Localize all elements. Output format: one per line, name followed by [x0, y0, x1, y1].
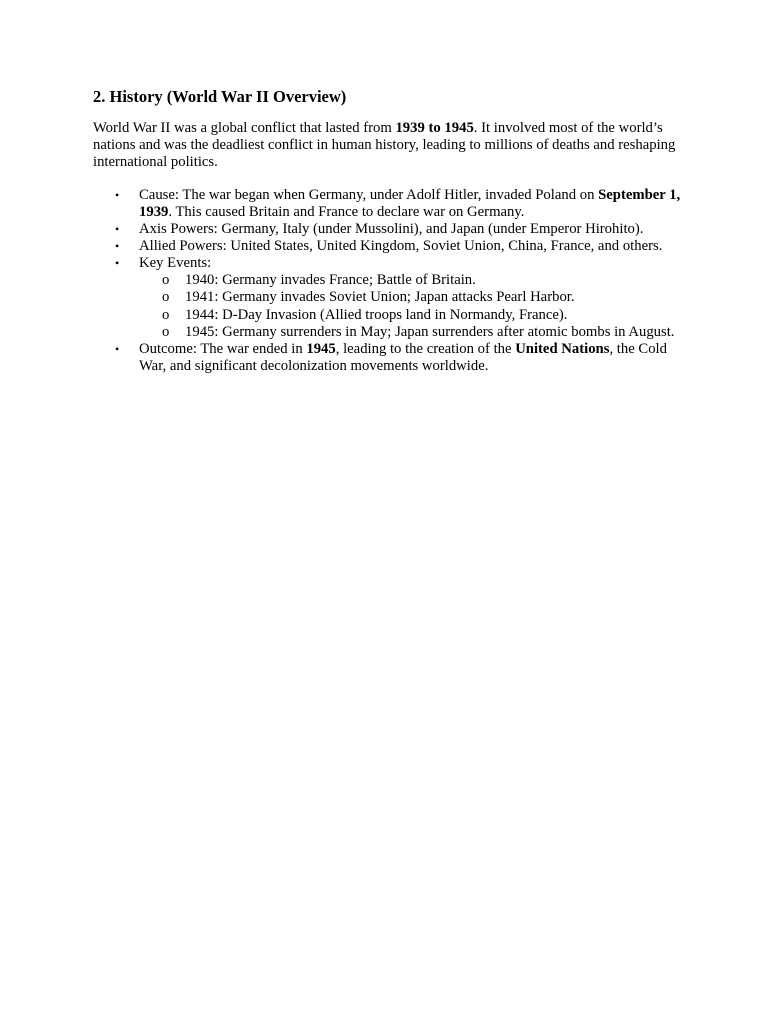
outcome-text-3: , the Cold War, and significant decolonization movements worldwide.: [139, 341, 667, 375]
list-item-event: [139, 324, 683, 341]
document-page: [93, 86, 683, 375]
key-events-list: [139, 272, 683, 341]
outcome-text-1: Outcome: The war ended in: [139, 341, 307, 358]
bullet-icon: •: [115, 342, 120, 357]
event-text: 1940: Germany invades France; Battle of Britain.: [185, 272, 476, 288]
list-item-outcome: [93, 341, 683, 375]
list-item-event: [139, 289, 683, 306]
intro-bold-years: 1939 to 1945: [395, 120, 474, 136]
cause-text-2: . This caused Britain and France to declare war on Germany.: [168, 204, 525, 220]
circle-bullet-icon: o: [162, 323, 170, 340]
bullet-icon: •: [115, 222, 120, 236]
event-text: 1941: Germany invades Soviet Union; Japan attacks Pearl Harbor.: [185, 289, 575, 306]
allied-text: Allied Powers: United States, United Kingdom, Soviet Union, China, France, and others.: [139, 238, 663, 254]
section-heading: 2. History (World War II Overview): [93, 87, 347, 106]
circle-bullet-icon: o: [162, 289, 170, 306]
intro-paragraph: [93, 120, 683, 171]
intro-text-1: World War II was a global conflict that lasted from: [93, 120, 396, 136]
event-text: 1944: D-Day Invasion (Allied troops land in Normandy, France).: [185, 306, 568, 323]
list-item-event: [139, 272, 683, 289]
cause-text-1: Cause: The war began when Germany, under Adolf Hitler, invaded Poland on: [139, 187, 599, 203]
circle-bullet-icon: o: [162, 306, 170, 323]
list-item-allied: [93, 238, 683, 255]
outcome-bold-un: United Nations: [515, 341, 610, 358]
circle-bullet-icon: o: [162, 272, 170, 288]
axis-text: Axis Powers: Germany, Italy (under Mussolini), and Japan (under Emperor Hirohito).: [139, 221, 644, 237]
list-item-cause: [93, 187, 683, 221]
list-item-axis: [93, 221, 683, 238]
list-item-event: [139, 307, 683, 324]
bullet-icon: •: [115, 239, 120, 253]
bullet-icon: •: [115, 188, 120, 202]
cause-bold-date: September 1, 1939: [139, 187, 681, 220]
bullet-icon: •: [115, 256, 120, 270]
outcome-text-2: , leading to the creation of the: [335, 341, 516, 358]
list-item-key-events: [93, 255, 683, 341]
key-events-label: Key Events:: [139, 255, 212, 271]
outcome-bold-year: 1945: [306, 341, 336, 358]
intro-text-2: . It involved most of the world’s nations and was the deadliest conflict in human history, leading to millions of deaths and reshaping international politics.: [93, 120, 676, 170]
event-text: 1945: Germany surrenders in May; Japan surrenders after atomic bombs in August.: [185, 323, 675, 340]
overview-list: [93, 187, 683, 375]
